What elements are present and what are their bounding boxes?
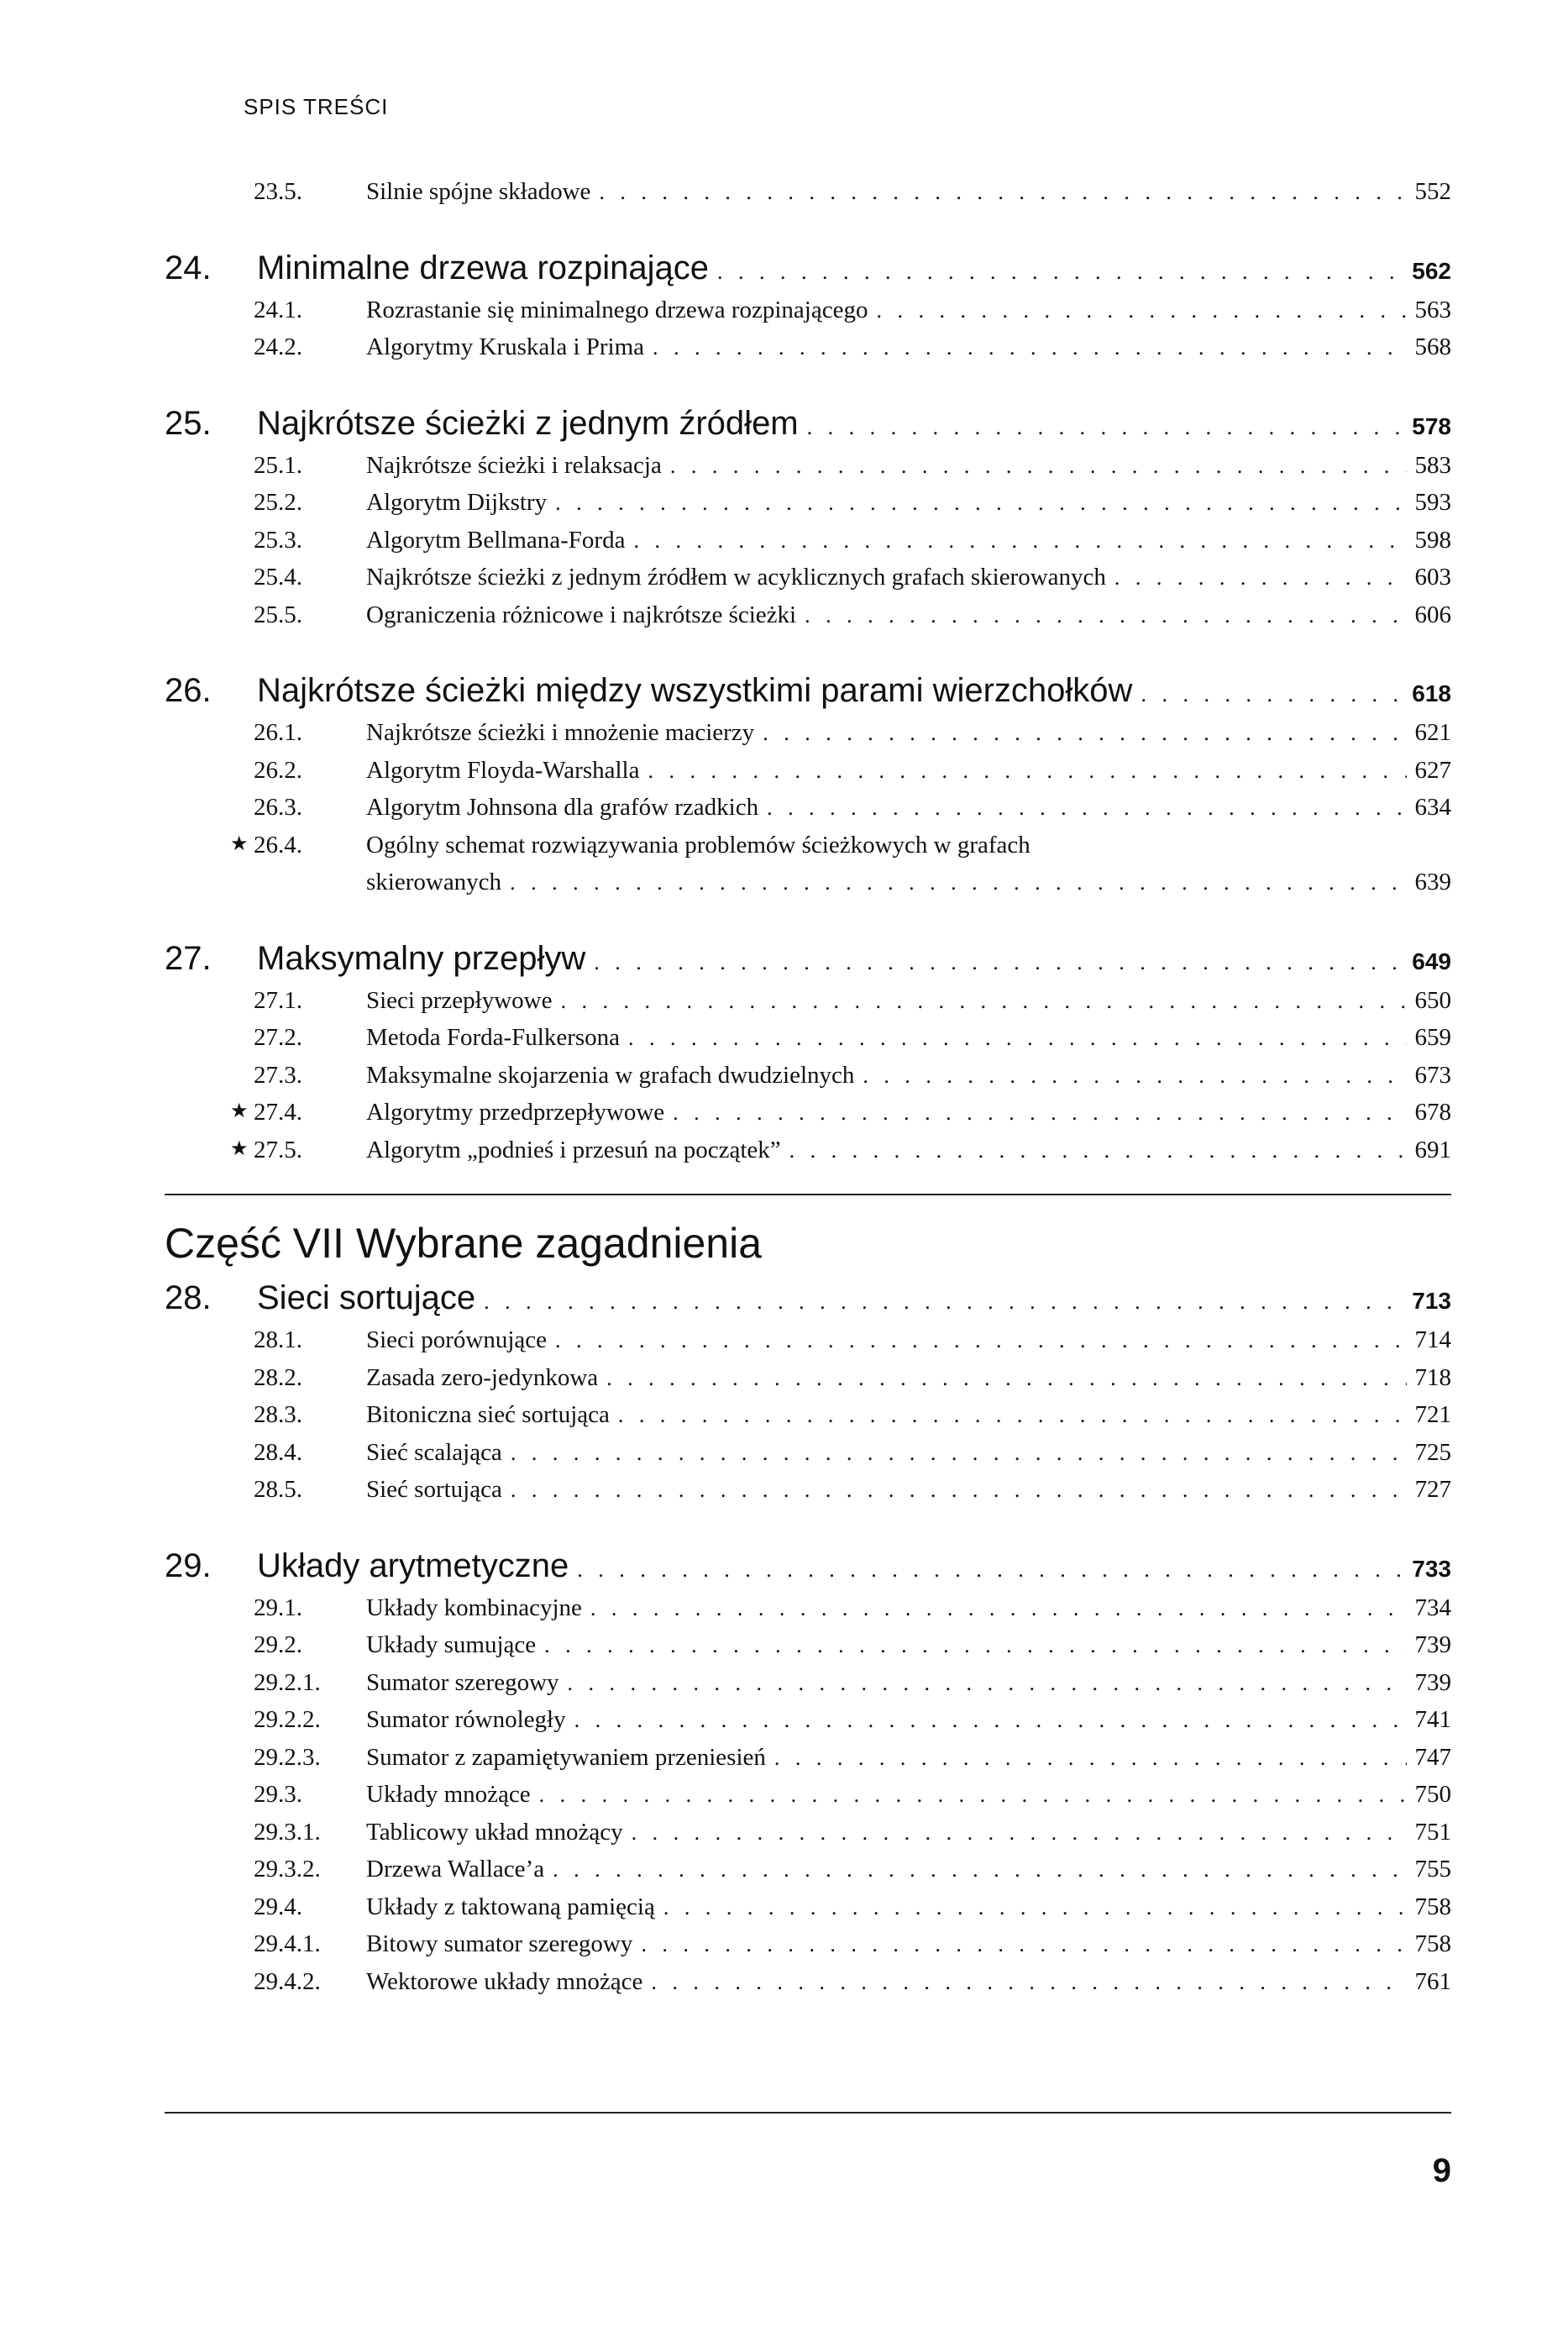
entry-number: 29.4.2. [254,1967,321,1995]
dot-leader [539,1783,1407,1808]
dot-leader [763,721,1406,746]
entry-title: Układy sumujące [366,1631,537,1658]
section-entry [165,832,1451,869]
section-entry [165,333,1451,371]
section-entry [165,757,1451,795]
entry-title: Sieci sortujące [257,1279,476,1316]
entry-title: Algorytm „podnieś i przesuń na początek” [366,1136,781,1163]
section-entry [165,1062,1451,1100]
entry-page: 618 [1412,680,1451,706]
part-title: Część VII Wybrane zagadnienia [165,1220,763,1267]
dot-leader [628,1026,1406,1051]
optional-star-icon: ★ [230,1100,249,1122]
entry-number: 29.2.3. [254,1743,321,1771]
section-entry [165,1856,1451,1893]
entry-number: 28.1. [254,1326,302,1353]
entry-title: Ograniczenia różnicowe i najkrótsze ścieżki [366,601,797,628]
section-entry [165,564,1451,601]
section-entry [165,452,1451,490]
entry-number: 29.2.2. [254,1706,321,1733]
entry-title: Maksymalne skojarzenia w grafach dwudzielnych [366,1061,855,1089]
section-entry [165,1326,1451,1364]
dot-leader [606,1366,1406,1391]
section-entry [165,1819,1451,1856]
entry-page: 621 [1414,719,1451,746]
entry-number: 27.2. [254,1024,302,1051]
dot-leader [807,415,1404,440]
entry-page: 583 [1414,451,1451,479]
dot-leader [670,454,1407,479]
entry-page: 739 [1414,1631,1451,1658]
entry-title: Sumator szeregowy [366,1668,559,1696]
section-entry [165,1669,1451,1707]
chapter-entry [165,249,1451,297]
dot-leader [876,298,1406,323]
entry-page: 714 [1414,1326,1451,1353]
entry-title: Zasada zero-jedynkowa [366,1363,599,1391]
entry-page: 627 [1414,756,1451,784]
section-entry [165,1364,1451,1402]
entry-title: Układy mnożące [366,1781,531,1808]
entry-title: Bitoniczna sieć sortująca [366,1401,610,1428]
entry-page: 598 [1414,526,1451,554]
dot-leader [633,528,1406,554]
entry-page: 552 [1414,178,1451,205]
entry-title: Ogólny schemat rozwiązywania problemów ścieżkowych w grafach [366,831,1030,859]
dot-leader [673,1100,1406,1126]
entry-number: 26.3. [254,794,302,821]
entry-page: 761 [1414,1967,1451,1995]
entry-title: Najkrótsze ścieżki z jednym źródłem w acyklicznych grafach skierowanych [366,564,1106,591]
entry-page: 758 [1414,1893,1451,1920]
entry-number: 25.2. [254,489,302,516]
section-entry [165,489,1451,527]
entry-number: 29.1. [254,1594,302,1621]
entry-page: 659 [1414,1024,1451,1051]
entry-title: Wektorowe układy mnożące [366,1967,643,1995]
entry-number: 28. [165,1279,212,1316]
dot-leader [574,1708,1407,1733]
entry-title: Sumator z zapamiętywaniem przeniesień [366,1743,766,1771]
entry-number: 25.1. [254,451,302,479]
dot-leader [553,1857,1406,1883]
entry-page: 650 [1414,986,1451,1014]
entry-page: 568 [1414,333,1451,360]
dot-leader [568,1671,1407,1696]
dot-leader [594,950,1403,975]
section-entry [165,1968,1451,2006]
dot-leader [560,989,1406,1014]
optional-star-icon: ★ [230,832,249,855]
entry-number: 29.3. [254,1781,302,1808]
entry-title: Najkrótsze ścieżki z jednym źródłem [257,404,799,442]
part-divider [165,1194,1451,1195]
entry-page: 725 [1414,1438,1451,1466]
entry-page: 739 [1414,1668,1451,1696]
dot-leader [1114,565,1407,591]
dot-leader [651,1970,1406,1995]
entry-page: 755 [1414,1856,1451,1883]
entry-number: 25.4. [254,564,302,591]
dot-leader [544,1633,1406,1658]
footer-divider [165,2112,1451,2114]
entry-page: 593 [1414,489,1451,516]
entry-title: Układy arytmetyczne [257,1546,569,1584]
section-entry [165,1631,1451,1669]
dot-leader [511,1441,1407,1466]
section-entry [165,527,1451,564]
entry-page: 758 [1414,1930,1451,1957]
entry-title: Algorytm Dijkstry [366,489,548,516]
entry-page: 678 [1414,1099,1451,1126]
entry-title: Minimalne drzewa rozpinające [257,249,710,286]
entry-number: 28.3. [254,1401,302,1428]
dot-leader [511,1478,1407,1503]
dot-leader [663,1895,1407,1920]
entry-page: 727 [1414,1476,1451,1503]
dot-leader [641,1932,1406,1957]
section-entry [165,1781,1451,1819]
entry-page: 639 [1414,869,1451,895]
optional-star-icon: ★ [230,1137,249,1160]
dot-leader [789,1138,1407,1163]
dot-leader [590,1596,1407,1621]
entry-number: 28.2. [254,1363,302,1391]
dot-leader [653,335,1406,360]
dot-leader [618,1403,1407,1428]
dot-leader [510,870,1406,895]
entry-number: 27.1. [254,986,302,1014]
chapter-entry [165,405,1451,452]
entry-number: 28.4. [254,1438,302,1466]
entry-title: Najkrótsze ścieżki i mnożenie macierzy [366,719,755,746]
entry-title: Najkrótsze ścieżki między wszystkimi parami wierzchołków [257,672,1133,709]
entry-page: 718 [1414,1363,1451,1391]
section-entry [165,719,1451,757]
entry-page: 606 [1414,601,1451,628]
section-entry [165,987,1451,1025]
dot-leader [484,1289,1403,1315]
dot-leader [577,1557,1403,1583]
section-entry [165,1744,1451,1782]
dot-leader [767,796,1406,821]
entry-title: Sieć scalająca [366,1438,502,1466]
entry-number: 27. [165,939,212,977]
entry-number: 25.5. [254,601,302,628]
entry-title: Sieć sortująca [366,1476,502,1503]
section-entry-continuation [165,869,1451,906]
entry-title: Układy kombinacyjne [366,1594,582,1621]
entry-title: Sumator równoległy [366,1706,566,1733]
dot-leader [555,1328,1406,1353]
chapter-entry [165,940,1451,987]
section-entry [165,1099,1451,1137]
entry-title: Algorytmy przedprzepływowe [366,1099,665,1126]
entry-title: Maksymalny przepływ [257,939,586,977]
dot-leader [599,180,1406,205]
entry-number: 29.3.2. [254,1856,321,1883]
entry-title: Algorytm Floyda-Warshalla [366,756,640,784]
entry-page: 603 [1414,564,1451,591]
entry-number: 26.4. ★ [230,831,302,859]
entry-number: 28.5. [254,1476,302,1503]
section-entry [165,1439,1451,1477]
entry-title: Metoda Forda-Fulkersona [366,1024,621,1051]
entry-number: 24.2. [254,333,302,360]
entry-page: 713 [1412,1288,1451,1314]
entry-number: 29.3.1. [254,1818,321,1846]
entry-number: 29.2. [254,1631,302,1658]
entry-number: 29. [165,1546,212,1584]
entry-number: 27.4. ★ [230,1099,302,1126]
section-entry [165,601,1451,639]
entry-page: 750 [1414,1781,1451,1808]
section-entry [165,1476,1451,1514]
entry-title: Tablicowy układ mnożący [366,1818,623,1846]
entry-page: 721 [1414,1401,1451,1428]
dot-leader [717,260,1403,285]
entry-title: Sieci przepływowe [366,986,553,1014]
entry-title: Algorytm Johnsona dla grafów rzadkich [366,794,759,821]
entry-number: 29.4. [254,1893,302,1920]
entry-page: 649 [1412,948,1451,974]
entry-page: 734 [1414,1594,1451,1621]
entry-number: 25.3. [254,526,302,554]
entry-number: 24.1. [254,296,302,323]
entry-number: 29.2.1. [254,1668,321,1696]
section-entry [165,178,1451,216]
section-entry [165,1893,1451,1931]
section-entry [165,1024,1451,1062]
section-entry [165,1930,1451,1968]
section-entry [165,1137,1451,1174]
entry-title: Rozrastanie się minimalnego drzewa rozpinającego [366,296,868,323]
entry-number: 27.3. [254,1061,302,1089]
entry-title: Algorytmy Kruskala i Prima [366,333,645,360]
entry-title: Drzewa Wallace’a [366,1856,545,1883]
entry-page: 563 [1414,296,1451,323]
dot-leader [805,603,1406,628]
section-entry [165,794,1451,832]
dot-leader [648,759,1406,784]
entry-number: 24. [165,249,212,286]
table-of-contents [165,178,1451,2005]
entry-number: 23.5. [254,178,302,205]
entry-page: 751 [1414,1818,1451,1846]
dot-leader [774,1746,1407,1771]
entry-title: Bitowy sumator szeregowy [366,1930,633,1957]
entry-page: 747 [1414,1743,1451,1771]
entry-page: 733 [1412,1555,1451,1582]
dot-leader [632,1820,1407,1846]
entry-page: 673 [1414,1061,1451,1089]
entry-number: 29.4.1. [254,1930,321,1957]
entry-title: Silnie spójne składowe [366,178,591,205]
entry-page: 562 [1412,257,1451,284]
chapter-entry [165,1279,1451,1326]
entry-page: 691 [1414,1136,1451,1163]
running-header: SPIS TREŚCI [244,94,389,119]
entry-title-continuation: skierowanych [366,869,502,895]
entry-title: Sieci porównujące [366,1326,548,1353]
entry-page: 578 [1412,412,1451,439]
entry-number: 26.2. [254,756,302,784]
section-entry [165,297,1451,334]
entry-number: 26.1. [254,719,302,746]
section-entry [165,1401,1451,1439]
page-number: 9 [1432,2152,1451,2189]
entry-page: 741 [1414,1706,1451,1733]
section-entry [165,1706,1451,1744]
section-entry [165,1594,1451,1632]
entry-page: 634 [1414,794,1451,821]
entry-title: Układy z taktowaną pamięcią [366,1893,655,1920]
dot-leader [863,1063,1406,1089]
entry-number: 27.5. ★ [230,1136,302,1163]
dot-leader [555,491,1406,516]
chapter-entry [165,1547,1451,1594]
chapter-entry [165,672,1451,719]
entry-number: 26. [165,672,212,709]
dot-leader [1141,682,1403,707]
entry-title: Najkrótsze ścieżki i relaksacja [366,451,662,479]
entry-title: Algorytm Bellmana-Forda [366,526,626,554]
entry-number: 25. [165,404,212,442]
